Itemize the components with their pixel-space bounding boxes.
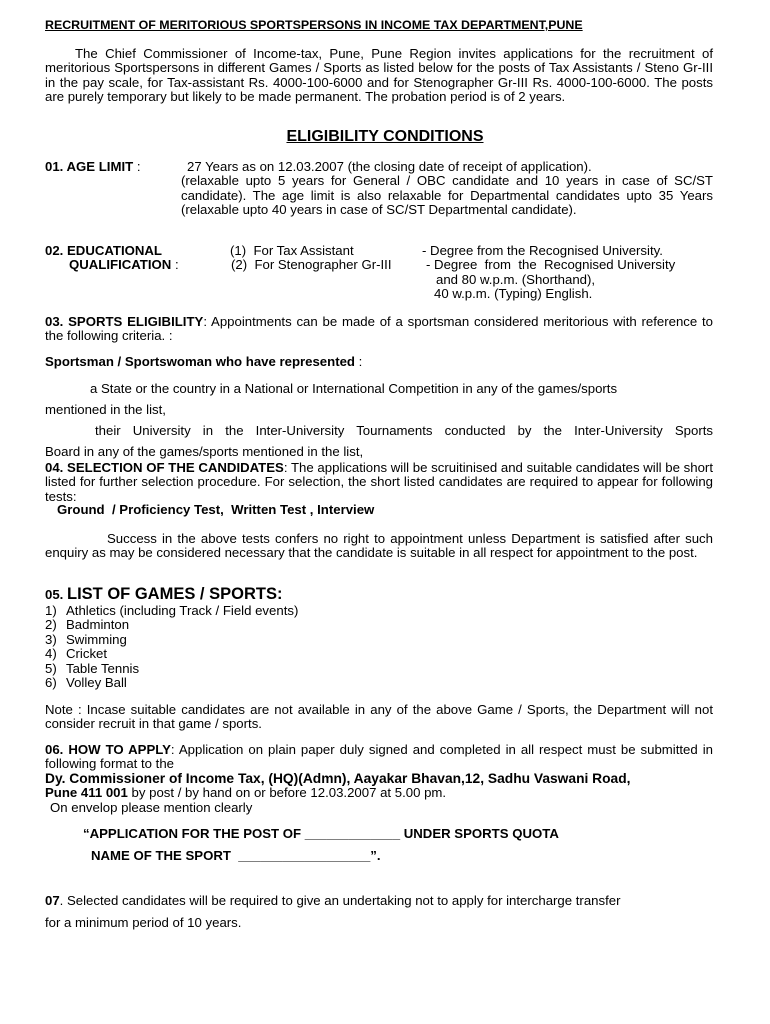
apply-format-line1: “APPLICATION FOR THE POST OF _____________ UNDER SPORTS QUOTA: [83, 826, 559, 841]
apply-address-line1: Dy. Commissioner of Income Tax, (HQ)(Admn), Aayakar Bhavan,12, Sadhu Vaswani Road,: [45, 771, 631, 786]
list-item: 1) Athletics (including Track / Field events): [45, 603, 299, 618]
education-item2-post: (2) For Stenographer Gr-III: [231, 257, 392, 273]
sports-subheading-text: Sportsman / Sportswoman who have represented: [45, 354, 355, 369]
sports-subheading: [45, 355, 713, 369]
list-item: 2) Badminton: [45, 617, 130, 633]
apply-envelope-note: On envelop please mention clearly: [50, 800, 253, 815]
sports-eligibility-text: : Appointments can be made of a sportsman considered meritorious with reference to the following criteria. :: [45, 314, 713, 344]
education-item2-typing: 40 w.p.m. (Typing) English.: [434, 286, 593, 302]
selection-success-paragraph: Success in the above tests confers no right to appointment unless Department is satisfied after such enquiry as may be considered necessary that the candidate is suitable in all respect for appointment to the post.: [45, 531, 713, 561]
education-colon: :: [174, 257, 179, 273]
apply-paragraph: [45, 743, 713, 772]
sports-eligibility-paragraph: [45, 315, 713, 344]
criterion-1-line2: mentioned in the list,: [45, 402, 166, 417]
apply-label: 06. HOW TO APPLY: [45, 742, 171, 757]
games-number: 05.: [45, 587, 64, 602]
age-limit-details: (relaxable upto 5 years for General / OBC candidate and 10 years in case of SC/ST candidate). The age limit is also relaxable for Departmental candidates upto 35 Years (relaxable upto 40 years in case of SC/ST Departmental candidate).: [181, 173, 713, 218]
education-label-line2: QUALIFICATION: [69, 257, 172, 273]
list-item: 5) Table Tennis: [45, 660, 140, 676]
criterion-2-line2: Board in any of the games/sports mentioned in the list,: [45, 444, 364, 459]
selection-text: : The applications will be scruitinised and suitable candidates will be short listed for further selection procedure. For selection, the short listed candidates are required to appear for following tests:: [45, 460, 713, 504]
eligibility-heading: ELIGIBILITY CONDITIONS: [286, 128, 484, 145]
sports-criteria: [45, 378, 713, 462]
selection-paragraph: [45, 461, 713, 504]
apply-text: : Application on plain paper duly signed and completed in all respect must be submitted in following format to the: [45, 742, 713, 772]
age-limit-label: 01. AGE LIMIT: [45, 159, 134, 174]
page-title: RECRUITMENT OF MERITORIOUS SPORTSPERSONS IN INCOME TAX DEPARTMENT,PUNE: [45, 18, 583, 32]
age-limit-line1: 27 Years as on 12.03.2007 (the closing date of receipt of application).: [187, 159, 592, 174]
age-limit-section: [45, 160, 713, 218]
apply-format-line2: NAME OF THE SPORT __________________”.: [91, 848, 381, 863]
apply-deadline: by post / by hand on or before 12.03.2007 at 5.00 pm.: [127, 785, 447, 800]
intro-paragraph: The Chief Commissioner of Income-tax, Pune, Pune Region invites applications for the recruitment of meritorious Sportspersons in different Games / Sports as listed below for the posts of Tax Assistants / Steno Gr-III in the pay scale, for Tax-assistant Rs. 4000-100-6000 and for Stenographer Gr-III Rs. 4000-100-6000. The posts are purely temporary but likely to be made permanent. The probation period is of 2 years.: [45, 46, 713, 105]
sports-eligibility-label: 03. SPORTS ELIGIBILITY: [45, 314, 204, 329]
education-item2-requirement: - Degree from the Recognised University: [426, 257, 676, 273]
games-note: Note : Incase suitable candidates are not available in any of the above Game / Sports, the Department will not consider recruit in that game / sports.: [45, 702, 713, 732]
education-item1-post: (1) For Tax Assistant: [230, 243, 354, 258]
games-list: [45, 604, 713, 690]
games-heading-text: LIST OF GAMES / SPORTS:: [67, 585, 283, 603]
education-item2-shorthand: and 80 w.p.m. (Shorthand),: [436, 271, 596, 287]
list-item: 3) Swimming: [45, 631, 127, 647]
education-label-line1: 02. EDUCATIONAL: [45, 243, 162, 258]
list-item: 6) Volley Ball: [45, 675, 127, 691]
sports-subheading-colon: :: [354, 354, 363, 369]
undertaking-text: . Selected candidates will be required to give an undertaking not to apply for intercharge transfer: [59, 893, 621, 908]
apply-address-line2: [45, 786, 713, 800]
criterion-1-line1: a State or the country in a National or International Competition in any of the games/sports: [90, 381, 618, 396]
age-limit-colon: :: [136, 159, 141, 174]
education-section: [45, 244, 713, 302]
apply-pincode: Pune 411 001: [45, 785, 128, 800]
selection-tests: Ground / Proficiency Test, Written Test , Interview: [57, 502, 375, 517]
selection-label: 04. SELECTION OF THE CANDIDATES: [45, 460, 284, 475]
undertaking-number: 07: [45, 893, 60, 908]
undertaking-text-line2: for a minimum period of 10 years.: [45, 915, 242, 930]
list-item: 4) Cricket: [45, 646, 108, 662]
games-heading: [45, 587, 713, 602]
undertaking-section: [45, 890, 713, 934]
education-item1-requirement: - Degree from the Recognised University.: [422, 243, 663, 258]
criterion-2-line1: their University in the Inter-University Tournaments conducted by the Inter-University Sports: [95, 423, 713, 438]
